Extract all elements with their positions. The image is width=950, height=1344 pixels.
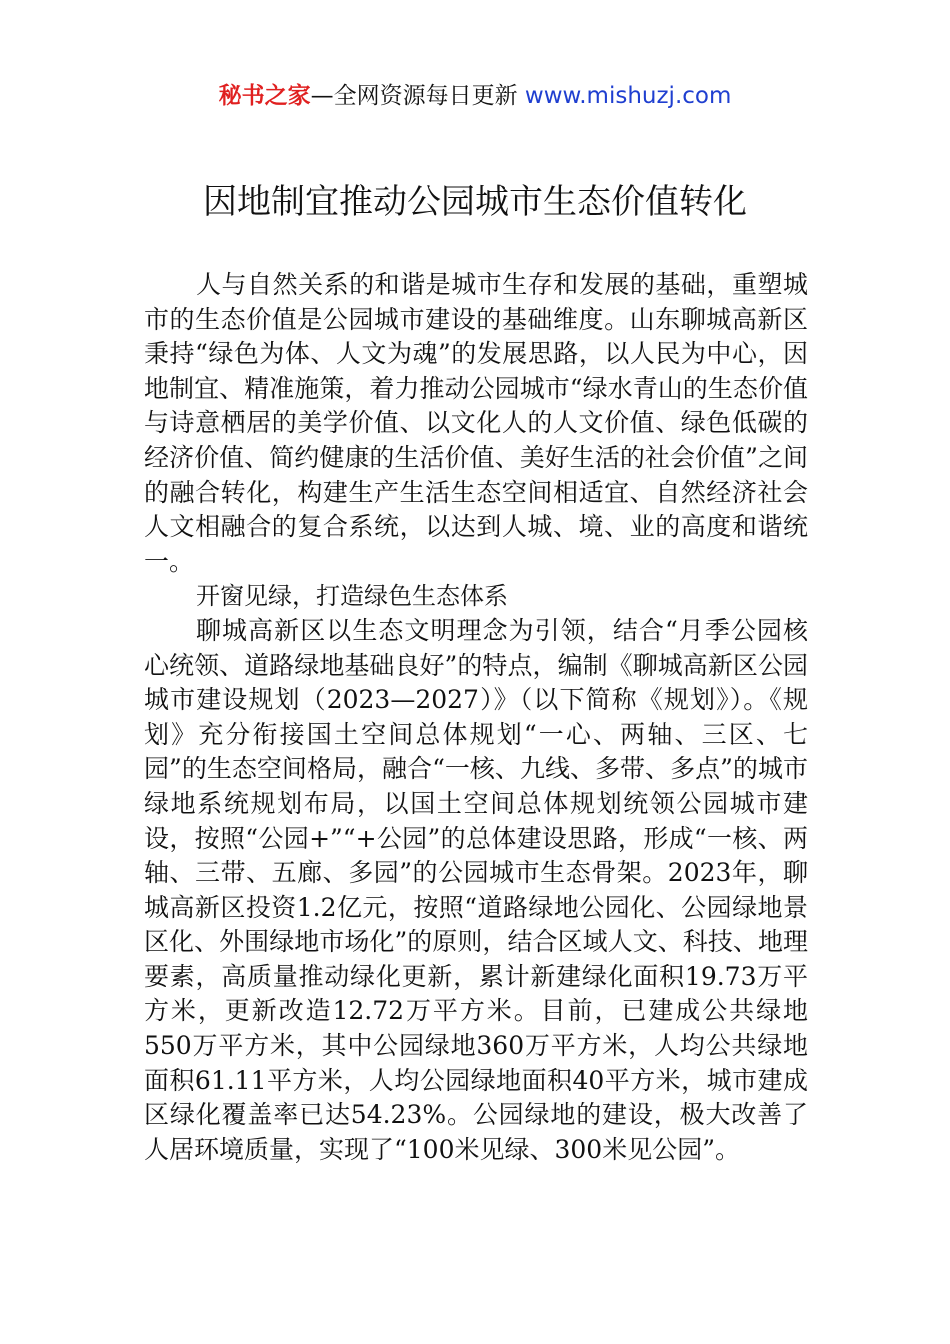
body-paragraph: 聊城高新区以生态文明理念为引领，结合“月季公园核心统领、道路绿地基础良好”的特点，编制《聊城高新区公园城市建设规划（2023—2027）》（以下简称《规划》）。《规划》充分衔接国土空间总体规划“一心、两轴、三区、七园”的生态空间格局，融合“一核、九线、多带、多点”的城市绿地系统规划布局，以国土空间总体规划统领公园城市建设，按照“公园+”“+公园”的总体建设思路，形成“一核、两轴、三带、五廊、多园”的公园城市生态骨架。2023年，聊城高新区投资1.2亿元，按照“道路绿地公园化、公园绿地景区化、外围绿地市场化”的原则，结合区域人文、科技、地理要素，高质量推动绿化更新，累计新建绿化面积19.73万平方米，更新改造12.72万平方米。目前，已建成公共绿地550万平方米，其中公园绿地360万平方米，人均公共绿地面积61.11平方米，人均公园绿地面积40平方米，城市建成区绿化覆盖率已达54.23%。公园绿地的建设，极大改善了人居环境质量，实现了“100米见绿、300米见公园”。 (144, 615, 808, 1164)
section-heading: 开窗见绿，打造绿色生态体系 (196, 582, 508, 611)
article-body (144, 268, 808, 1167)
intro-paragraph: 人与自然关系的和谐是城市生存和发展的基础，重塑城市的生态价值是公园城市建设的基础维度。山东聊城高新区秉持“绿色为体、人文为魂”的发展思路，以人民为中心，因地制宜、精准施策，着力推动公园城市“绿水青山的生态价值与诗意栖居的美学价值、以文化人的人文价值、绿色低碳的经济价值、简约健康的生活价值、美好生活的社会价值”之间的融合转化，构建生产生活生态空间相适宜、自然经济社会人文相融合的复合系统，以达到人城、境、业的高度和谐统一。 (144, 270, 808, 576)
header-tagline: —全网资源每日更新 (310, 83, 518, 109)
brand-name: 秘书之家 (218, 83, 311, 109)
site-url-link[interactable]: www.mishuzj.com (524, 83, 732, 109)
site-header (0, 80, 950, 112)
article-title: 因地制宜推动公园城市生态价值转化 (203, 182, 747, 222)
